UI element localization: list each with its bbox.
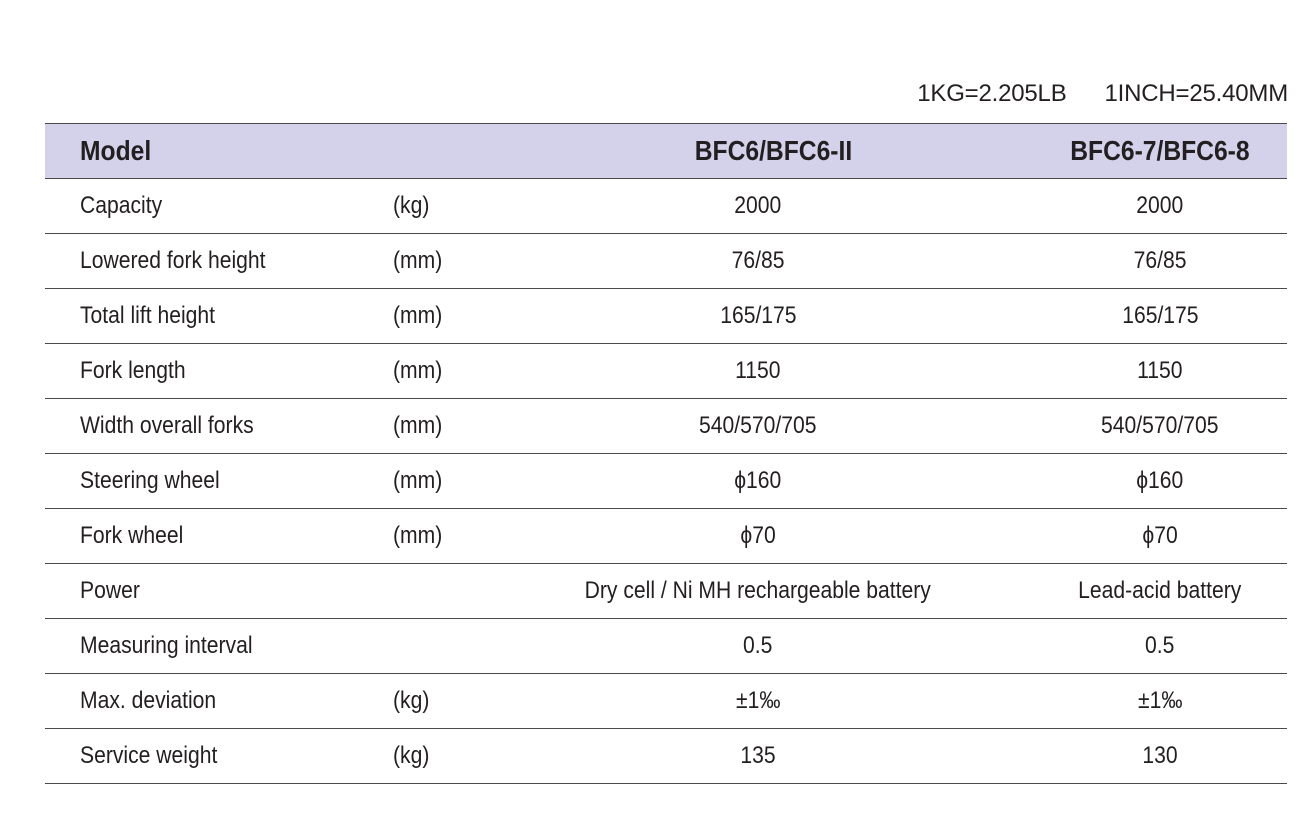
spec-unit: (kg) [393, 179, 513, 234]
table-row [45, 454, 1287, 509]
spec-unit: (kg) [393, 729, 513, 784]
spec-value-model-1: ϕ160 [513, 454, 1033, 509]
spec-unit: (mm) [393, 509, 513, 564]
spec-value-model-1: 165/175 [513, 289, 1033, 344]
table-row [45, 399, 1287, 454]
spec-name: Capacity [45, 179, 393, 234]
spec-name: Width overall forks [45, 399, 393, 454]
spec-unit [393, 619, 513, 674]
table-row [45, 619, 1287, 674]
spec-value-model-1: 1150 [513, 344, 1033, 399]
spec-value-model-2: Lead-acid battery [1033, 564, 1287, 619]
table-body [45, 179, 1287, 784]
table-header-row [45, 124, 1287, 179]
header-model-2: BFC6-7/BFC6-8 [1033, 124, 1287, 179]
spec-name: Fork length [45, 344, 393, 399]
specification-table [45, 123, 1287, 784]
spec-value-model-1: ±1‰ [513, 674, 1033, 729]
spec-value-model-2: ±1‰ [1033, 674, 1287, 729]
spec-value-model-1: ϕ70 [513, 509, 1033, 564]
weight-conversion: 1KG=2.205LB [917, 80, 1067, 107]
spec-value-model-2: 540/570/705 [1033, 399, 1287, 454]
spec-unit: (mm) [393, 234, 513, 289]
spec-name: Steering wheel [45, 454, 393, 509]
header-model-1: BFC6/BFC6-II [513, 124, 1033, 179]
spec-value-model-1: 76/85 [513, 234, 1033, 289]
spec-unit: (mm) [393, 289, 513, 344]
spec-name: Fork wheel [45, 509, 393, 564]
spec-unit: (mm) [393, 344, 513, 399]
spec-value-model-1: 135 [513, 729, 1033, 784]
spec-value-model-2: 0.5 [1033, 619, 1287, 674]
spec-name: Service weight [45, 729, 393, 784]
table-row [45, 289, 1287, 344]
spec-value-model-2: ϕ160 [1033, 454, 1287, 509]
spec-value-model-1: 540/570/705 [513, 399, 1033, 454]
spec-value-model-2: ϕ70 [1033, 509, 1287, 564]
spec-value-model-1: 2000 [513, 179, 1033, 234]
spec-value-model-2: 165/175 [1033, 289, 1287, 344]
spec-name: Total lift height [45, 289, 393, 344]
spec-unit: (mm) [393, 454, 513, 509]
table-row [45, 179, 1287, 234]
spec-unit: (mm) [393, 399, 513, 454]
header-model-label: Model [45, 124, 513, 179]
spec-unit: (kg) [393, 674, 513, 729]
spec-unit [393, 564, 513, 619]
spec-value-model-2: 2000 [1033, 179, 1287, 234]
spec-name: Measuring interval [45, 619, 393, 674]
length-conversion: 1INCH=25.40MM [1104, 80, 1288, 107]
spec-name: Max. deviation [45, 674, 393, 729]
spec-value-model-1: Dry cell / Ni MH rechargeable battery [513, 564, 1033, 619]
table-row [45, 344, 1287, 399]
spec-value-model-2: 1150 [1033, 344, 1287, 399]
unit-conversion-note [917, 80, 1288, 108]
table-row [45, 564, 1287, 619]
table-row [45, 509, 1287, 564]
spec-value-model-2: 130 [1033, 729, 1287, 784]
spec-value-model-2: 76/85 [1033, 234, 1287, 289]
table-row [45, 729, 1287, 784]
spec-name: Power [45, 564, 393, 619]
spec-value-model-1: 0.5 [513, 619, 1033, 674]
table-row [45, 234, 1287, 289]
table-row [45, 674, 1287, 729]
spec-name: Lowered fork height [45, 234, 393, 289]
